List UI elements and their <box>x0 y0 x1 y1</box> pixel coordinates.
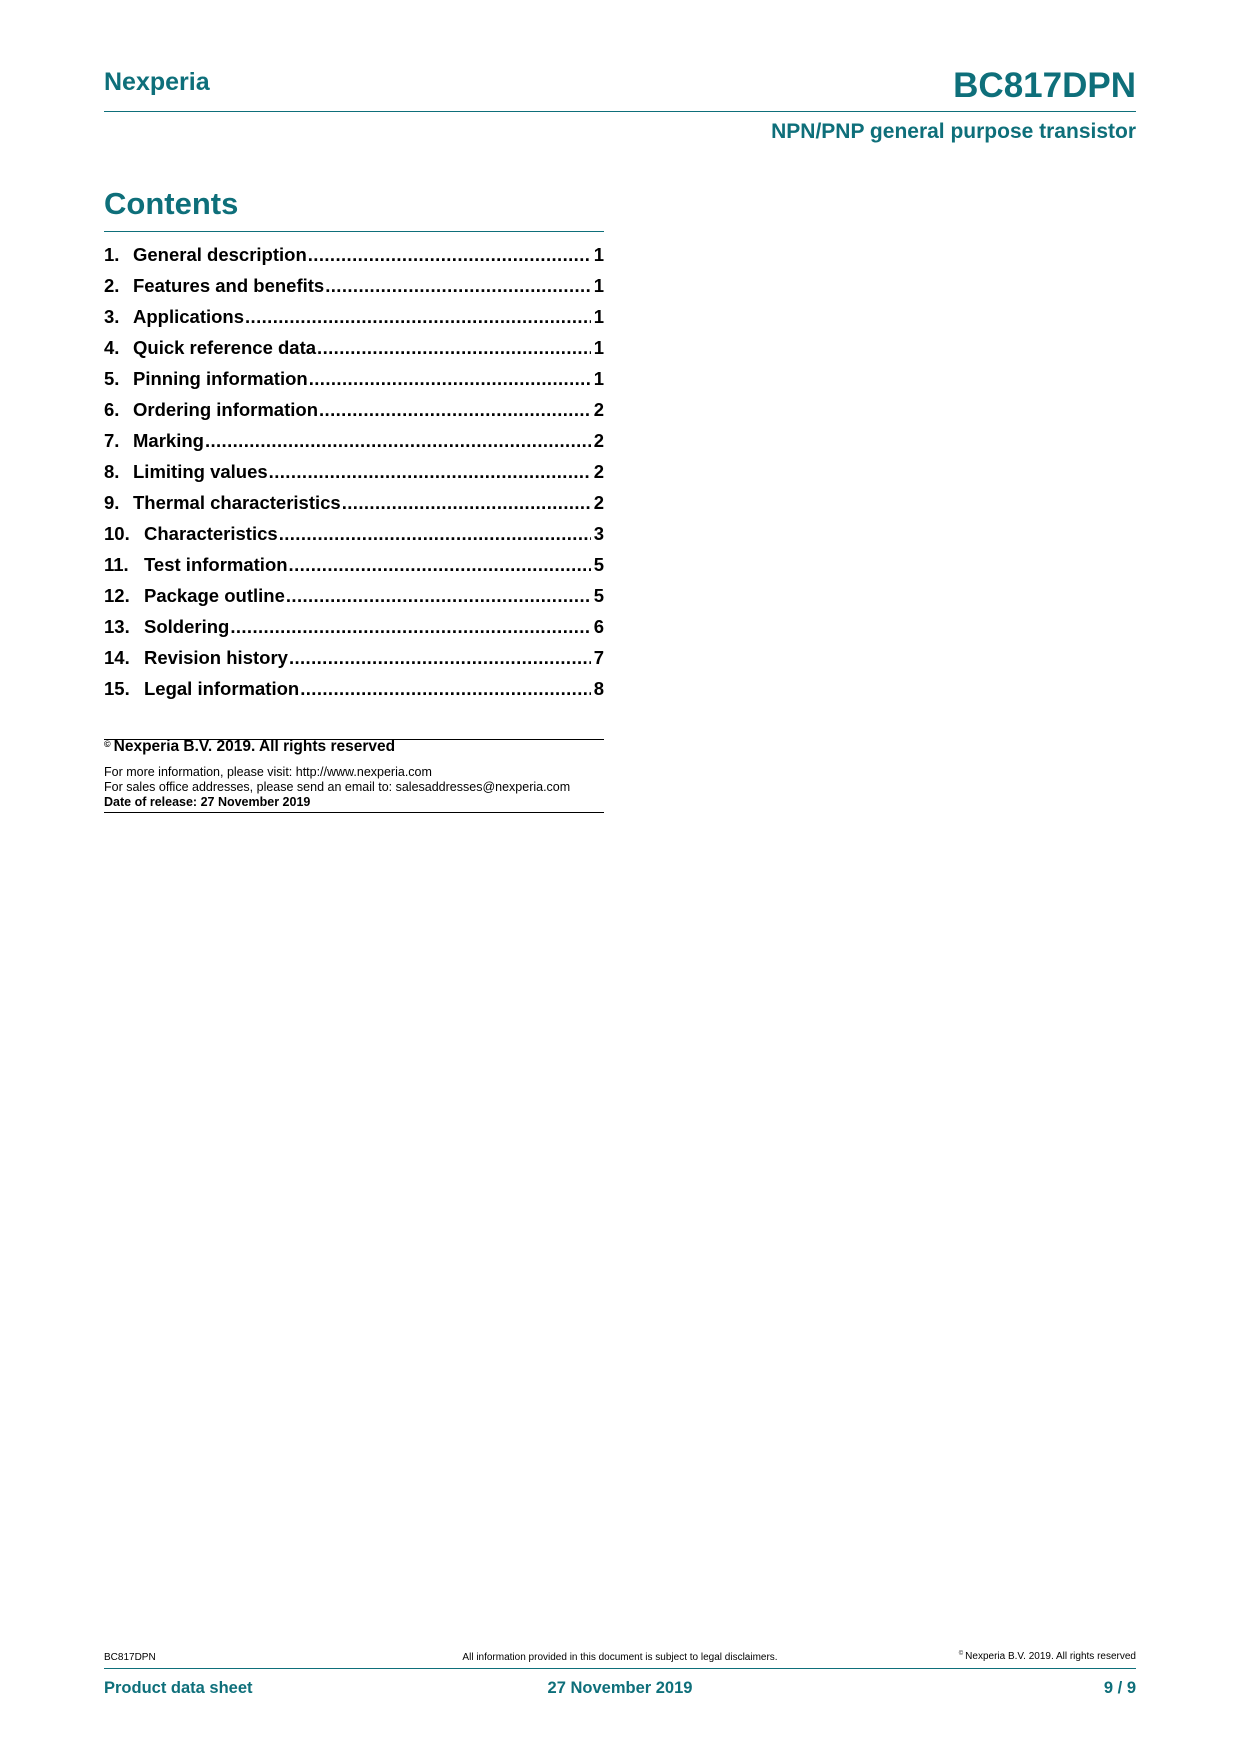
more-info-line: For more information, please visit: http://www.nexperia.com <box>104 765 432 779</box>
toc-entry-label: Quick reference data <box>133 337 317 358</box>
toc-entry-page: 1 <box>593 368 604 389</box>
toc-entry[interactable] <box>104 430 604 461</box>
toc-entry-page: 2 <box>593 492 604 513</box>
header-divider <box>104 111 1136 112</box>
toc-entry-number: 12. <box>104 585 130 606</box>
legal-bottom-divider <box>104 812 604 813</box>
toc-dot-leader <box>308 244 591 266</box>
toc-entry-number: 4. <box>104 337 120 358</box>
toc-entry-number: 7. <box>104 430 120 451</box>
footer-copyright <box>959 1651 1136 1662</box>
toc-entry-label: Characteristics <box>144 523 278 544</box>
toc-entry-number: 9. <box>104 492 120 513</box>
toc-entry-number: 2. <box>104 275 120 296</box>
toc-dot-leader <box>319 399 591 421</box>
toc-entry-label: Legal information <box>144 678 300 699</box>
toc-dot-leader <box>289 554 591 576</box>
toc-entry[interactable] <box>104 306 604 337</box>
toc-entry-label: Thermal characteristics <box>133 492 341 513</box>
footer-date: 27 November 2019 <box>547 1679 693 1697</box>
toc-entry-label: Package outline <box>144 585 285 606</box>
toc-dot-leader <box>205 430 591 452</box>
toc-entry[interactable] <box>104 244 604 275</box>
toc-entry[interactable] <box>104 461 604 492</box>
toc-entry-number: 14. <box>104 647 130 668</box>
toc-entry-page: 2 <box>593 430 604 451</box>
toc-entry-page: 1 <box>593 337 604 358</box>
toc-entry-label: Soldering <box>144 616 230 637</box>
document-subtitle: NPN/PNP general purpose transistor <box>771 120 1136 143</box>
toc-entry-label: Limiting values <box>133 461 268 482</box>
toc-dot-leader <box>317 337 591 359</box>
toc-dot-leader <box>230 616 590 638</box>
copyright-text: Nexperia B.V. 2019. All rights reserved <box>113 738 396 755</box>
toc-dot-leader <box>245 306 591 328</box>
toc-entry[interactable] <box>104 368 604 399</box>
toc-entry-page: 5 <box>593 585 604 606</box>
toc-dot-leader <box>309 368 591 390</box>
toc-entry[interactable] <box>104 616 604 647</box>
copyright-symbol: © <box>104 739 111 749</box>
toc-entry-number: 5. <box>104 368 120 389</box>
toc-entry[interactable] <box>104 492 604 523</box>
toc-entry-page: 8 <box>593 678 604 699</box>
sales-line: For sales office addresses, please send an email to: salesaddresses@nexperia.com <box>104 780 571 794</box>
table-of-contents <box>104 244 604 709</box>
toc-entry[interactable] <box>104 678 604 709</box>
toc-entry[interactable] <box>104 399 604 430</box>
toc-entry-label: Applications <box>133 306 245 327</box>
footer-divider <box>104 1668 1136 1669</box>
toc-entry-number: 6. <box>104 399 120 420</box>
toc-entry-page: 2 <box>593 461 604 482</box>
toc-entry[interactable] <box>104 275 604 306</box>
toc-entry-label: Marking <box>133 430 204 451</box>
toc-entry[interactable] <box>104 523 604 554</box>
contents-divider <box>104 231 604 232</box>
toc-entry-number: 1. <box>104 244 120 265</box>
toc-entry-label: General description <box>133 244 307 265</box>
toc-dot-leader <box>289 647 591 669</box>
toc-dot-leader <box>286 585 591 607</box>
footer-copyright-symbol: © <box>958 1651 964 1657</box>
toc-entry-number: 13. <box>104 616 130 637</box>
toc-entry[interactable] <box>104 337 604 368</box>
toc-entry-label: Ordering information <box>133 399 318 420</box>
toc-entry-page: 3 <box>593 523 604 544</box>
toc-entry-label: Test information <box>144 554 288 575</box>
toc-entry-number: 11. <box>104 554 129 575</box>
footer-doc-id: BC817DPN <box>104 1652 156 1663</box>
toc-entry-page: 1 <box>593 306 604 327</box>
footer-page-number: 9 / 9 <box>1103 1679 1136 1697</box>
toc-dot-leader <box>325 275 590 297</box>
toc-entry[interactable] <box>104 554 604 585</box>
toc-entry[interactable] <box>104 585 604 616</box>
contents-title: Contents <box>104 186 239 221</box>
toc-entry-number: 3. <box>104 306 120 327</box>
toc-dot-leader <box>342 492 591 514</box>
release-date-line: Date of release: 27 November 2019 <box>104 795 311 809</box>
toc-entry-page: 5 <box>593 554 604 575</box>
toc-dot-leader <box>279 523 591 545</box>
legal-info <box>104 765 570 810</box>
toc-entry-number: 15. <box>104 678 130 699</box>
toc-entry-label: Pinning information <box>133 368 308 389</box>
toc-entry-page: 7 <box>593 647 604 668</box>
toc-entry-page: 2 <box>593 399 604 420</box>
legal-copyright <box>104 738 395 756</box>
toc-entry-page: 6 <box>593 616 604 637</box>
toc-entry-label: Features and benefits <box>133 275 325 296</box>
toc-dot-leader <box>269 461 591 483</box>
toc-entry-page: 1 <box>593 244 604 265</box>
toc-entry[interactable] <box>104 647 604 678</box>
toc-entry-label: Revision history <box>144 647 288 668</box>
footer-doc-type: Product data sheet <box>104 1679 253 1697</box>
document-id: BC817DPN <box>953 66 1136 105</box>
toc-entry-number: 10. <box>104 523 130 544</box>
toc-entry-number: 8. <box>104 461 120 482</box>
toc-entry-page: 1 <box>593 275 604 296</box>
footer-disclaimer: All information provided in this document is subject to legal disclaimers. <box>462 1652 778 1663</box>
toc-dot-leader <box>300 678 591 700</box>
brand-name: Nexperia <box>104 68 210 96</box>
footer-copyright-text: Nexperia B.V. 2019. All rights reserved <box>965 1651 1136 1662</box>
